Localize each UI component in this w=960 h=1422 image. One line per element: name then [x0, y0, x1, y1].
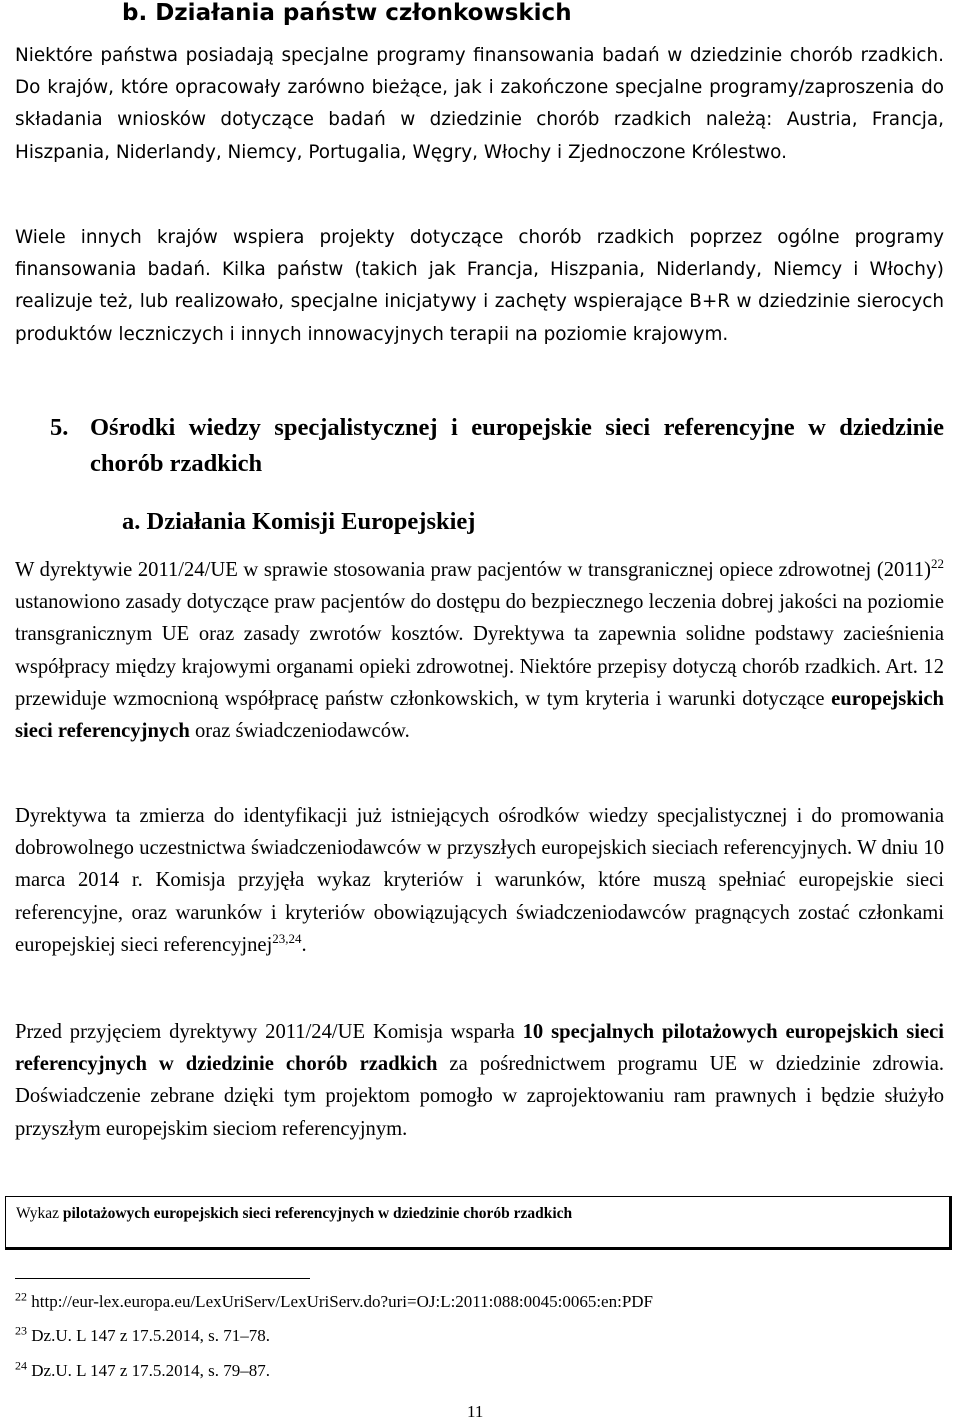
section-a-paragraph-2: Dyrektywa ta zmierza do identyfikacji już istniejących ośrodków wiedzy specjalistycznej i do promowania dobrowolnego uczestnictwa świadczeniodawców w przyszłych europejskich sieciach referencyjnych. W dniu 10 marca 2014 r. Komisja przyjęła wykaz kryteriów i warunków, które muszą spełniać europejskie sieci referencyjne, oraz warunków i kryteriów obowiązujących świadczeniodawców pragnących zostać członkami europejskiej sieci referencyjnej$^{23,24}$.: [15, 805, 944, 956]
bold-pilot-networks: 10 specjalnych pilotażowych europejskich sieci referencyjnych w dziedzinie chorób rzadkich: [15, 1021, 944, 1076]
section-b-heading: b. Działania państw członkowskich: [122, 0, 572, 26]
section-5-title: Ośrodki wiedzy specjalistycznej i europejskie sieci referencyjne w dziedzinie chorób rzadkich: [90, 414, 944, 477]
section-a-paragraph-1: W dyrektywie 2011/24/UE w sprawie stosowania praw pacjentów w transgranicznej opiece zdrowotnej $(2011)^{22}$ ustanowiono zasady dotyczące praw pacjentów do dostępu do bezpiecznego leczenia dobrej jakości na poziomie transgranicznym UE oraz zasady zwrotów kosztów. Dyrektywa ta zapewnia solidne podstawy zacieśnienia współpracy między krajowymi organami opieki zdrowotnej. Niektóre przepisy dotyczą chorób rzadkich. Art. 12 przewiduje wzmocnioną współpracę państw członkowskich, w tym kryteria i warunki dotyczące europejskich sieci referencyjnych oraz świadczeniodawców.: [15, 556, 944, 743]
page-number: 11: [467, 1402, 484, 1421]
bold-term-ern: europejskich sieci referencyjnych: [15, 687, 944, 743]
section-a-heading: a. Działania Komisji Europejskiej: [122, 508, 476, 535]
section-b-paragraph-1: Niektóre państwa posiadają specjalne programy finansowania badań w dziedzinie chorób rzadkich. Do krajów, które opracowały zarówno bieżące, jak i zakończone specjalne programy/zaproszenia do składania wniosków dotyczące badań w dziedzinie chorób rzadkich należą: Austria, Francja, Hiszpania, Niderlandy, Niemcy, Portugalia, Węgry, Włochy i Zjednoczone Królestwo.: [15, 45, 944, 163]
footnote-separator: [15, 1278, 310, 1279]
footnote-24: $^{24}$ Dz.U. L 147 z 17.5.2014, s. 79–87.: [15, 1358, 271, 1380]
section-5-number: 5.: [50, 414, 69, 441]
footnote-ref-23-24: 23,24: [272, 930, 302, 946]
section-b-paragraph-2: Wiele innych krajów wspiera projekty dotyczące chorób rzadkich poprzez ogólne programy finansowania badań. Kilka państw (takich jak Francja, Hiszpania, Niderlandy, Niemcy i Włochy) realizuje też, lub realizowało, specjalne inicjatywy i zachęty wspierające B+R w dziedzinie sierocych produktów leczniczych i innych innowacyjnych terapii na poziomie krajowym.: [15, 227, 944, 345]
footnote-23: $^{23}$ Dz.U. L 147 z 17.5.2014, s. 71–78.: [15, 1323, 271, 1345]
pilot-networks-box-text: Wykaz pilotażowych europejskich sieci referencyjnych w dziedzinie chorób rzadkich: [16, 1205, 573, 1222]
footnote-ref-22: 22: [931, 556, 944, 572]
footnote-22: $^{22}$ http://eur-lex.europa.eu/LexUriServ/LexUriServ.do?uri=OJ:L:2011:088:0045:0065:en:PDF: [15, 1289, 654, 1311]
section-a-paragraph-3: Przed przyjęciem dyrektywy 2011/24/UE Komisja wsparła 10 specjalnych pilotażowych europejskich sieci referencyjnych w dziedzinie chorób rzadkich za pośrednictwem programu UE w dziedzinie zdrowia. Doświadczenie zebrane dzięki tym projektom pomogło w zaprojektowaniu ram prawnych i będzie służyło przyszłym europejskim sieciom referencyjnym.: [15, 1021, 944, 1140]
pilot-networks-box: [5, 1196, 952, 1250]
section-5-heading: [50, 410, 944, 482]
